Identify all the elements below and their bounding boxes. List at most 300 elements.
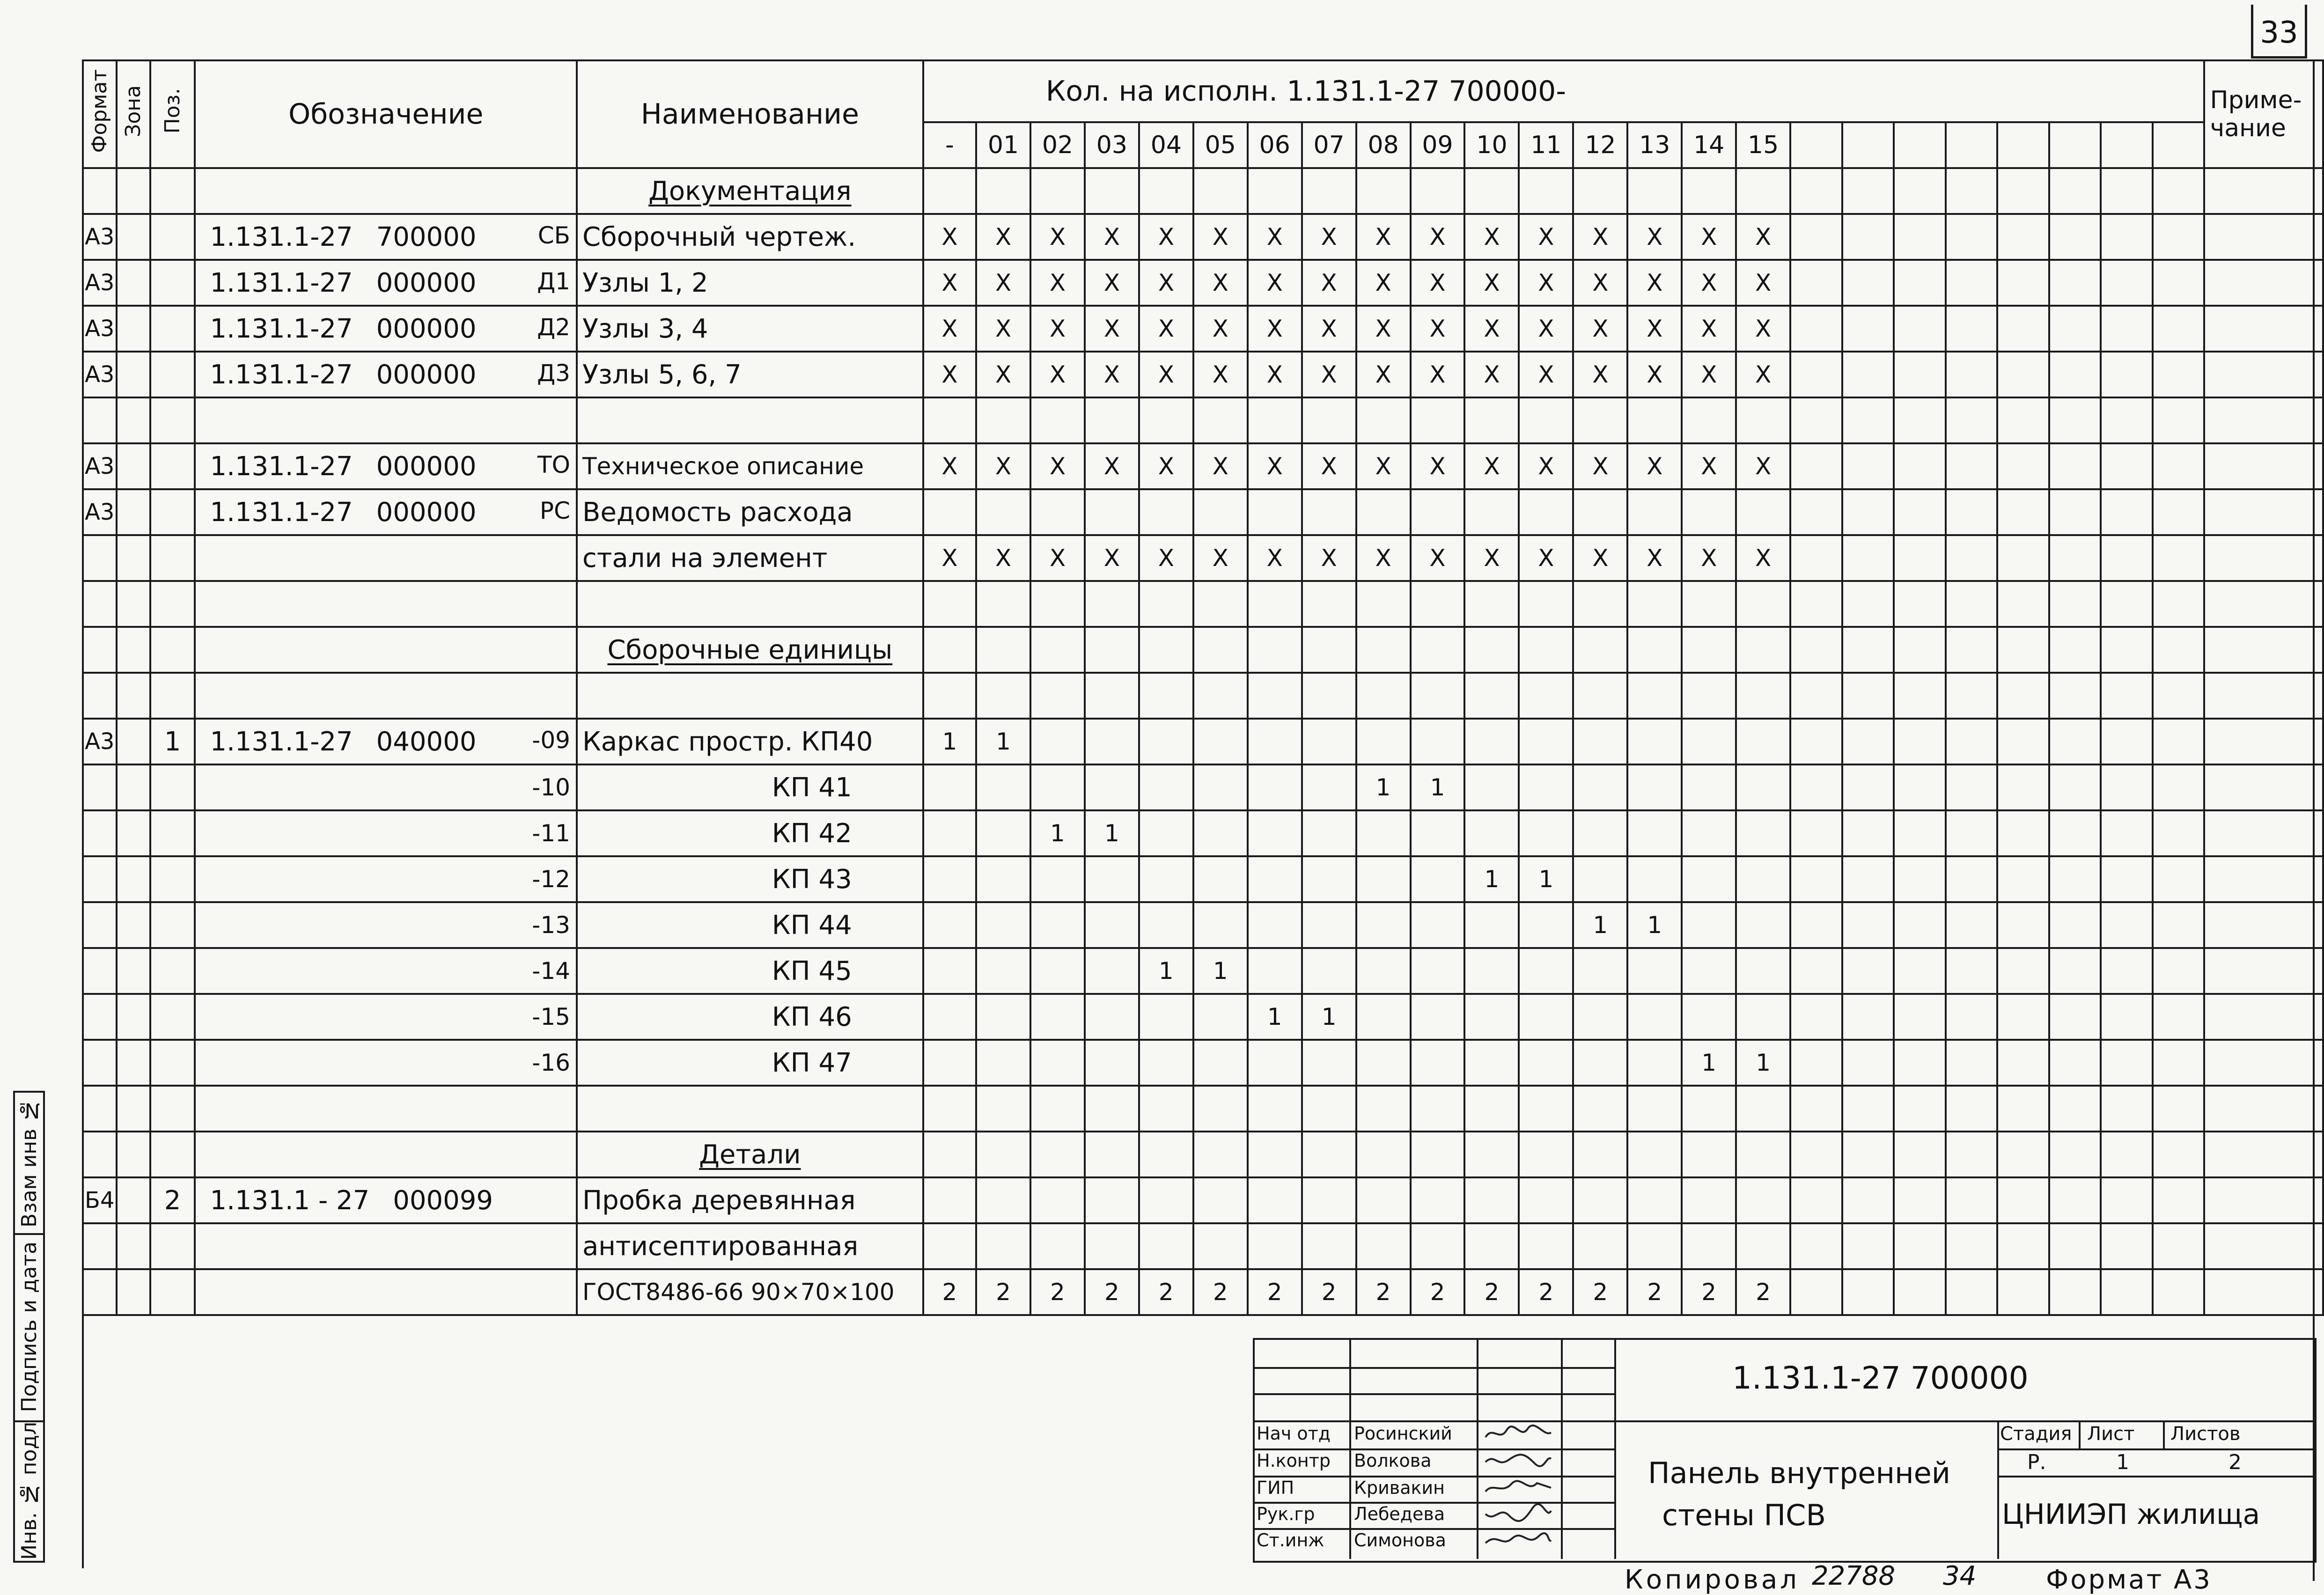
qty-cell bbox=[1030, 581, 1085, 627]
designation-suffix: СБ bbox=[537, 221, 570, 249]
qty-cell bbox=[1464, 1223, 1519, 1269]
name-text: Документация bbox=[648, 176, 852, 206]
qty-cell bbox=[1193, 168, 1248, 214]
name-cell bbox=[577, 1040, 923, 1086]
qty-cell bbox=[1356, 994, 1411, 1040]
sheet-label: Лист bbox=[2087, 1423, 2135, 1445]
qty-cell: 2 bbox=[1464, 1269, 1519, 1315]
qty-cell: X bbox=[1736, 214, 1790, 260]
qty-cell: 1 bbox=[1248, 994, 1302, 1040]
note-cell bbox=[2204, 397, 2323, 443]
qty-cell: 1 bbox=[1682, 1040, 1736, 1086]
qty-cell bbox=[1248, 856, 1302, 902]
qty-cell bbox=[1411, 719, 1465, 764]
qty-cell-empty bbox=[2049, 260, 2101, 306]
qty-cell: 2 bbox=[1356, 1269, 1411, 1315]
table-row bbox=[83, 719, 2323, 764]
qty-cell: 1 bbox=[1193, 948, 1248, 994]
designation-suffix: -10 bbox=[532, 774, 570, 801]
qty-cell bbox=[1682, 1086, 1736, 1132]
qty-cell bbox=[1193, 994, 1248, 1040]
qty-cell bbox=[1519, 397, 1573, 443]
format-cell bbox=[83, 1040, 117, 1086]
qty-cell-empty bbox=[1790, 260, 1842, 306]
qty-cell bbox=[1085, 856, 1139, 902]
qty-cell-empty bbox=[2101, 994, 2153, 1040]
qty-cell: X bbox=[1573, 214, 1627, 260]
page-number: 33 bbox=[2260, 15, 2298, 50]
qty-cell-empty bbox=[2049, 214, 2101, 260]
qty-cell bbox=[1139, 810, 1193, 856]
qty-cell: X bbox=[1682, 352, 1736, 397]
qty-cell bbox=[1193, 673, 1248, 719]
pos-cell bbox=[150, 1223, 195, 1269]
qty-cell-empty bbox=[2049, 352, 2101, 397]
table-row bbox=[83, 948, 2323, 994]
qty-cell bbox=[1356, 1223, 1411, 1269]
qty-cell-empty bbox=[1997, 1177, 2049, 1223]
qty-cell bbox=[923, 397, 976, 443]
qty-cell-empty bbox=[2049, 168, 2101, 214]
qty-cell bbox=[923, 1177, 976, 1223]
qty-cell bbox=[1464, 994, 1519, 1040]
qty-cell bbox=[976, 994, 1030, 1040]
qty-cell bbox=[976, 810, 1030, 856]
zone-cell bbox=[117, 1086, 150, 1132]
variant-header-empty bbox=[1894, 122, 1946, 168]
qty-cell bbox=[1519, 810, 1573, 856]
zone-cell bbox=[117, 260, 150, 306]
specification-table bbox=[82, 59, 2324, 1316]
qty-cell-empty bbox=[1842, 581, 1894, 627]
qty-cell bbox=[1627, 397, 1682, 443]
qty-cell-empty bbox=[1842, 535, 1894, 581]
qty-cell bbox=[1519, 1040, 1573, 1086]
qty-cell: X bbox=[1085, 535, 1139, 581]
designation-cell bbox=[195, 1086, 577, 1132]
qty-cell bbox=[1030, 397, 1085, 443]
qty-cell bbox=[923, 856, 976, 902]
qty-cell bbox=[1356, 627, 1411, 673]
name-text: Каркас простр. КП40 bbox=[582, 726, 873, 757]
qty-cell-empty bbox=[1790, 1132, 1842, 1177]
name-text: Узлы 3, 4 bbox=[582, 313, 708, 344]
qty-cell-empty bbox=[2153, 214, 2205, 260]
table-row bbox=[83, 535, 2323, 581]
qty-cell bbox=[1736, 764, 1790, 810]
stamp-sign-date: Подпись и дата bbox=[17, 1241, 41, 1412]
qty-cell bbox=[976, 168, 1030, 214]
qty-cell-empty bbox=[1997, 1223, 2049, 1269]
qty-cell: 2 bbox=[1085, 1269, 1139, 1315]
qty-cell bbox=[1573, 1223, 1627, 1269]
table-row bbox=[83, 627, 2323, 673]
qty-cell bbox=[1627, 1223, 1682, 1269]
designation-cell bbox=[195, 1177, 577, 1223]
qty-cell bbox=[1627, 581, 1682, 627]
qty-cell-empty bbox=[1842, 214, 1894, 260]
pos-cell bbox=[150, 1132, 195, 1177]
qty-cell bbox=[1627, 856, 1682, 902]
designation-cell bbox=[195, 352, 577, 397]
qty-cell: X bbox=[1302, 214, 1356, 260]
qty-cell-empty bbox=[1894, 352, 1946, 397]
qty-cell bbox=[1573, 581, 1627, 627]
qty-cell-empty bbox=[2101, 1177, 2153, 1223]
name-text: антисептированная bbox=[582, 1231, 859, 1262]
zone-cell bbox=[117, 948, 150, 994]
qty-cell bbox=[1030, 719, 1085, 764]
variant-header-empty bbox=[1790, 122, 1842, 168]
designation-cell bbox=[195, 764, 577, 810]
qty-cell: X bbox=[1085, 352, 1139, 397]
designation-code: 1.131.1-27 bbox=[210, 267, 353, 298]
qty-cell bbox=[976, 627, 1030, 673]
qty-cell bbox=[1573, 397, 1627, 443]
qty-cell-empty bbox=[2101, 214, 2153, 260]
qty-cell bbox=[1248, 489, 1302, 535]
qty-cell: X bbox=[1736, 306, 1790, 352]
qty-cell: 1 bbox=[923, 719, 976, 764]
qty-cell: X bbox=[1302, 352, 1356, 397]
designation-suffix: -15 bbox=[532, 1003, 570, 1030]
variant-header-empty bbox=[1946, 122, 1998, 168]
qty-cell bbox=[1248, 902, 1302, 948]
qty-cell bbox=[976, 397, 1030, 443]
qty-cell-empty bbox=[1946, 352, 1998, 397]
qty-cell-empty bbox=[1946, 168, 1998, 214]
designation-suffix: Д3 bbox=[537, 359, 570, 387]
qty-cell-empty bbox=[1946, 489, 1998, 535]
format-cell bbox=[83, 627, 117, 673]
qty-cell bbox=[1302, 397, 1356, 443]
qty-cell-empty bbox=[1790, 1040, 1842, 1086]
qty-cell bbox=[1248, 764, 1302, 810]
qty-cell bbox=[1302, 1177, 1356, 1223]
zone-cell bbox=[117, 1040, 150, 1086]
designation-suffix: -09 bbox=[532, 726, 570, 754]
qty-cell bbox=[1139, 856, 1193, 902]
note-cell bbox=[2204, 1223, 2323, 1269]
designation-number: 000000 bbox=[376, 359, 477, 390]
qty-cell bbox=[1302, 489, 1356, 535]
format-cell bbox=[83, 902, 117, 948]
qty-cell-empty bbox=[2101, 352, 2153, 397]
qty-cell bbox=[1411, 489, 1465, 535]
name-text: стали на элемент bbox=[582, 543, 828, 573]
qty-cell bbox=[923, 810, 976, 856]
name-text: Узлы 5, 6, 7 bbox=[582, 359, 742, 390]
qty-cell bbox=[1627, 1040, 1682, 1086]
qty-cell-empty bbox=[2101, 902, 2153, 948]
qty-cell bbox=[1411, 1040, 1465, 1086]
note-cell bbox=[2204, 352, 2323, 397]
qty-cell-empty bbox=[1842, 1040, 1894, 1086]
designation-number bbox=[233, 866, 532, 893]
name-text: КП 42 bbox=[772, 818, 852, 849]
format-cell bbox=[83, 856, 117, 902]
qty-cell: X bbox=[1736, 443, 1790, 489]
qty-cell-empty bbox=[2049, 1223, 2101, 1269]
qty-cell bbox=[923, 1086, 976, 1132]
sheets-value: 2 bbox=[2228, 1450, 2242, 1474]
designation-suffix: -11 bbox=[532, 820, 570, 847]
qty-cell bbox=[1030, 1177, 1085, 1223]
qty-cell-empty bbox=[1997, 352, 2049, 397]
variant-header-0: - bbox=[923, 122, 976, 168]
qty-cell bbox=[1302, 1040, 1356, 1086]
qty-cell bbox=[1464, 397, 1519, 443]
qty-cell: 2 bbox=[1193, 1269, 1248, 1315]
qty-cell bbox=[1736, 810, 1790, 856]
qty-cell bbox=[1627, 168, 1682, 214]
name-text: Пробка деревянная bbox=[582, 1185, 856, 1216]
qty-cell bbox=[1356, 397, 1411, 443]
variant-header-5: 05 bbox=[1193, 122, 1248, 168]
qty-cell-empty bbox=[2153, 443, 2205, 489]
qty-cell: X bbox=[923, 260, 976, 306]
qty-cell-empty bbox=[1946, 994, 1998, 1040]
qty-cell: X bbox=[1030, 260, 1085, 306]
qty-cell: X bbox=[1573, 443, 1627, 489]
qty-cell-empty bbox=[2049, 856, 2101, 902]
qty-cell: X bbox=[1627, 352, 1682, 397]
qty-cell: 2 bbox=[1302, 1269, 1356, 1315]
qty-cell: 1 bbox=[1411, 764, 1465, 810]
qty-cell bbox=[1464, 1132, 1519, 1177]
qty-cell: X bbox=[1139, 306, 1193, 352]
variant-header-empty bbox=[1842, 122, 1894, 168]
qty-cell-empty bbox=[2153, 260, 2205, 306]
qty-cell-empty bbox=[1842, 948, 1894, 994]
pos-cell bbox=[150, 948, 195, 994]
qty-cell bbox=[1682, 1177, 1736, 1223]
qty-cell bbox=[1302, 902, 1356, 948]
qty-cell bbox=[1302, 168, 1356, 214]
qty-cell bbox=[923, 1223, 976, 1269]
note-cell bbox=[2204, 581, 2323, 627]
note-cell bbox=[2204, 902, 2323, 948]
qty-cell-empty bbox=[1842, 306, 1894, 352]
qty-cell: 2 bbox=[1573, 1269, 1627, 1315]
qty-cell bbox=[976, 764, 1030, 810]
name-cell bbox=[577, 994, 923, 1040]
note-cell bbox=[2204, 260, 2323, 306]
pos-cell bbox=[150, 535, 195, 581]
zone-cell bbox=[117, 214, 150, 260]
qty-cell-empty bbox=[1946, 1223, 1998, 1269]
qty-cell-empty bbox=[2101, 673, 2153, 719]
qty-cell-empty bbox=[2101, 260, 2153, 306]
name-cell bbox=[577, 489, 923, 535]
qty-cell-empty bbox=[1997, 1132, 2049, 1177]
section-heading bbox=[577, 168, 923, 214]
qty-cell-empty bbox=[1842, 397, 1894, 443]
qty-cell-empty bbox=[2049, 397, 2101, 443]
qty-cell bbox=[1573, 856, 1627, 902]
qty-cell: X bbox=[1519, 214, 1573, 260]
qty-cell-empty bbox=[1790, 1223, 1842, 1269]
name-krivakin: Кривакин bbox=[1354, 1477, 1445, 1498]
qty-cell bbox=[1573, 1177, 1627, 1223]
qty-cell-empty bbox=[1842, 627, 1894, 673]
qty-cell: X bbox=[1464, 260, 1519, 306]
note-cell bbox=[2204, 489, 2323, 535]
qty-cell-empty bbox=[2153, 168, 2205, 214]
zone-cell bbox=[117, 397, 150, 443]
note-cell bbox=[2204, 719, 2323, 764]
qty-cell bbox=[1248, 948, 1302, 994]
qty-cell: X bbox=[1464, 214, 1519, 260]
qty-cell: X bbox=[1411, 352, 1465, 397]
table-row bbox=[83, 397, 2323, 443]
qty-cell: X bbox=[1302, 306, 1356, 352]
zone-cell bbox=[117, 1177, 150, 1223]
qty-cell-empty bbox=[1894, 214, 1946, 260]
qty-cell bbox=[923, 168, 976, 214]
qty-cell bbox=[1736, 397, 1790, 443]
qty-cell-empty bbox=[2101, 810, 2153, 856]
qty-cell-empty bbox=[2153, 1132, 2205, 1177]
qty-cell-empty bbox=[1790, 397, 1842, 443]
qty-cell: X bbox=[976, 443, 1030, 489]
qty-cell-empty bbox=[1946, 902, 1998, 948]
qty-cell-empty bbox=[1946, 764, 1998, 810]
qty-cell bbox=[1193, 1040, 1248, 1086]
qty-cell-empty bbox=[2101, 168, 2153, 214]
qty-cell: X bbox=[1193, 443, 1248, 489]
designation-number: 000000 bbox=[376, 313, 477, 344]
qty-cell: 2 bbox=[1248, 1269, 1302, 1315]
qty-cell bbox=[1682, 581, 1736, 627]
qty-cell bbox=[1356, 1086, 1411, 1132]
qty-cell: X bbox=[1356, 214, 1411, 260]
qty-cell-empty bbox=[2101, 535, 2153, 581]
qty-cell bbox=[1519, 168, 1573, 214]
qty-cell bbox=[1030, 489, 1085, 535]
designation-cell bbox=[195, 581, 577, 627]
qty-cell bbox=[1030, 764, 1085, 810]
qty-cell bbox=[1139, 1086, 1193, 1132]
qty-cell-empty bbox=[1997, 902, 2049, 948]
qty-cell bbox=[1411, 1132, 1465, 1177]
qty-cell bbox=[1085, 719, 1139, 764]
qty-cell-empty bbox=[2101, 581, 2153, 627]
designation-cell bbox=[195, 1223, 577, 1269]
table-row bbox=[83, 306, 2323, 352]
qty-cell bbox=[1519, 1177, 1573, 1223]
format-cell: А3 bbox=[83, 719, 117, 764]
zone-cell bbox=[117, 489, 150, 535]
qty-cell bbox=[1411, 397, 1465, 443]
sheet-value: 1 bbox=[2116, 1450, 2129, 1474]
qty-cell-empty bbox=[1790, 994, 1842, 1040]
qty-cell: X bbox=[1627, 535, 1682, 581]
qty-cell bbox=[1411, 1177, 1465, 1223]
qty-cell-empty bbox=[2101, 719, 2153, 764]
qty-cell bbox=[1030, 627, 1085, 673]
qty-cell: 2 bbox=[1519, 1269, 1573, 1315]
designation-number bbox=[233, 911, 532, 939]
qty-cell: X bbox=[1519, 352, 1573, 397]
qty-cell: X bbox=[1464, 352, 1519, 397]
qty-cell bbox=[923, 489, 976, 535]
qty-cell bbox=[976, 856, 1030, 902]
qty-cell-empty bbox=[1894, 1086, 1946, 1132]
format-cell: А3 bbox=[83, 306, 117, 352]
qty-cell: X bbox=[1030, 306, 1085, 352]
qty-cell-empty bbox=[1842, 673, 1894, 719]
qty-cell bbox=[1139, 581, 1193, 627]
qty-cell: X bbox=[1248, 306, 1302, 352]
role-gip: ГИП bbox=[1257, 1477, 1294, 1498]
table-row bbox=[83, 260, 2323, 306]
signature-2 bbox=[1483, 1450, 1553, 1471]
designation-suffix: ТО bbox=[537, 451, 570, 478]
qty-cell: X bbox=[1682, 214, 1736, 260]
signature-5 bbox=[1483, 1530, 1553, 1551]
header-pos: Поз. bbox=[150, 60, 195, 168]
qty-cell: X bbox=[1464, 306, 1519, 352]
pos-cell bbox=[150, 627, 195, 673]
qty-cell: 1 bbox=[1464, 856, 1519, 902]
qty-cell bbox=[1411, 673, 1465, 719]
name-text: ГОСТ8486-66 90×70×100 bbox=[582, 1279, 895, 1306]
qty-cell-empty bbox=[1946, 535, 1998, 581]
qty-cell-empty bbox=[2101, 1223, 2153, 1269]
role-head: Нач отд bbox=[1257, 1423, 1331, 1444]
stamp-inv: Инв. № подл bbox=[17, 1421, 41, 1560]
qty-cell bbox=[1248, 1132, 1302, 1177]
qty-cell: X bbox=[1030, 535, 1085, 581]
zone-cell bbox=[117, 306, 150, 352]
designation-number bbox=[233, 957, 532, 985]
qty-cell bbox=[1736, 948, 1790, 994]
qty-cell bbox=[1519, 1223, 1573, 1269]
qty-cell bbox=[1356, 856, 1411, 902]
qty-cell-empty bbox=[2049, 443, 2101, 489]
qty-cell bbox=[1302, 810, 1356, 856]
qty-cell-empty bbox=[1790, 306, 1842, 352]
qty-cell: 2 bbox=[1736, 1269, 1790, 1315]
qty-cell bbox=[1085, 902, 1139, 948]
title-doc-code: 1.131.1-27 700000 bbox=[1732, 1360, 2029, 1396]
qty-cell-empty bbox=[2153, 719, 2205, 764]
qty-cell bbox=[1627, 1132, 1682, 1177]
qty-cell-empty bbox=[1894, 948, 1946, 994]
qty-cell: X bbox=[1736, 260, 1790, 306]
qty-cell: X bbox=[1519, 260, 1573, 306]
qty-cell: X bbox=[1519, 535, 1573, 581]
qty-cell: X bbox=[1193, 214, 1248, 260]
name-text: КП 41 bbox=[772, 772, 852, 803]
designation-cell bbox=[195, 260, 577, 306]
qty-cell-empty bbox=[1894, 489, 1946, 535]
format-cell bbox=[83, 397, 117, 443]
qty-cell bbox=[1411, 1223, 1465, 1269]
qty-cell-empty bbox=[1842, 1086, 1894, 1132]
qty-cell bbox=[1464, 1177, 1519, 1223]
qty-cell-empty bbox=[1946, 1040, 1998, 1086]
format-cell: А3 bbox=[83, 214, 117, 260]
qty-cell bbox=[1519, 994, 1573, 1040]
qty-cell bbox=[1464, 489, 1519, 535]
qty-cell: X bbox=[1411, 260, 1465, 306]
qty-cell: X bbox=[976, 306, 1030, 352]
designation-suffix: Д1 bbox=[537, 267, 570, 295]
name-text: Ведомость расхода bbox=[582, 497, 853, 528]
qty-cell-empty bbox=[1842, 719, 1894, 764]
